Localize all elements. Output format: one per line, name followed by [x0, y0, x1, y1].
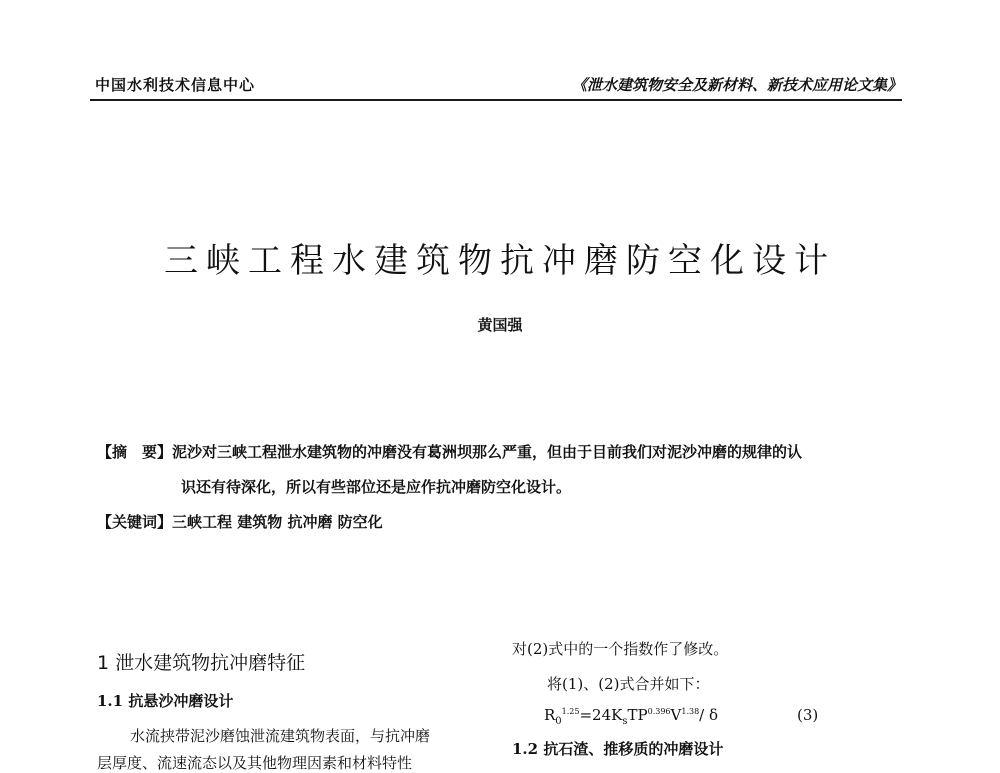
- abstract-label: 【摘 要】: [97, 443, 173, 461]
- abstract-line-2: 识还有待深化，所以有些部位还是应作抗冲磨防空化设计。: [181, 478, 572, 496]
- header-left-text: 中国水利技术信息中心: [95, 76, 256, 94]
- right-text-line-2: 将(1)、(2)式合并如下：: [547, 675, 710, 693]
- section-1-heading: 1 泄水建筑物抗冲磨特征: [97, 652, 306, 674]
- left-paragraph-line-1: 水流挟带泥沙磨蚀泄流建筑物表面，与抗冲磨: [130, 727, 431, 745]
- formula-v: V: [670, 706, 682, 724]
- abstract-line-1: [97, 441, 802, 462]
- keywords-line: [97, 511, 383, 532]
- formula-lhs-exp: 1.25: [561, 707, 580, 716]
- formula-lhs-base: R: [544, 706, 556, 724]
- subsection-1-1-heading: 1.1 抗悬沙冲磨设计: [97, 692, 234, 710]
- paper-title: 三峡工程水建筑物抗冲磨防空化设计: [164, 241, 836, 281]
- header-rule: [90, 99, 902, 101]
- subsection-1-2-heading: 1.2 抗石渣、推移质的冲磨设计: [512, 740, 724, 758]
- abstract-text-1: 泥沙对三峡工程泄水建筑物的冲磨没有葛洲坝那么严重，但由于目前我们对泥沙冲磨的规律的认: [172, 443, 803, 461]
- formula-tp-exp: 0.396: [647, 707, 671, 716]
- formula-tp: TP: [627, 706, 648, 724]
- formula-k-sub: s: [622, 716, 628, 727]
- formula-v-exp: 1.38: [681, 707, 700, 716]
- paper-author: 黄国强: [477, 316, 523, 334]
- equation-3: [544, 706, 718, 727]
- right-text-line-1: 对(2)式中的一个指数作了修改。: [512, 640, 729, 658]
- formula-lhs-sub: 0: [555, 716, 562, 727]
- formula-tail: / δ: [699, 706, 719, 724]
- left-paragraph-line-2: 层厚度、流速流态以及其他物理因素和材料特性: [97, 754, 413, 772]
- header-right-text: 《泄水建筑物安全及新材料、新技术应用论文集》: [571, 76, 902, 94]
- formula-coef: =24K: [579, 706, 623, 724]
- equation-number: (3): [797, 706, 819, 724]
- keywords-label: 【关键词】: [97, 513, 173, 531]
- keywords-text: 三峡工程 建筑物 抗冲磨 防空化: [172, 513, 383, 531]
